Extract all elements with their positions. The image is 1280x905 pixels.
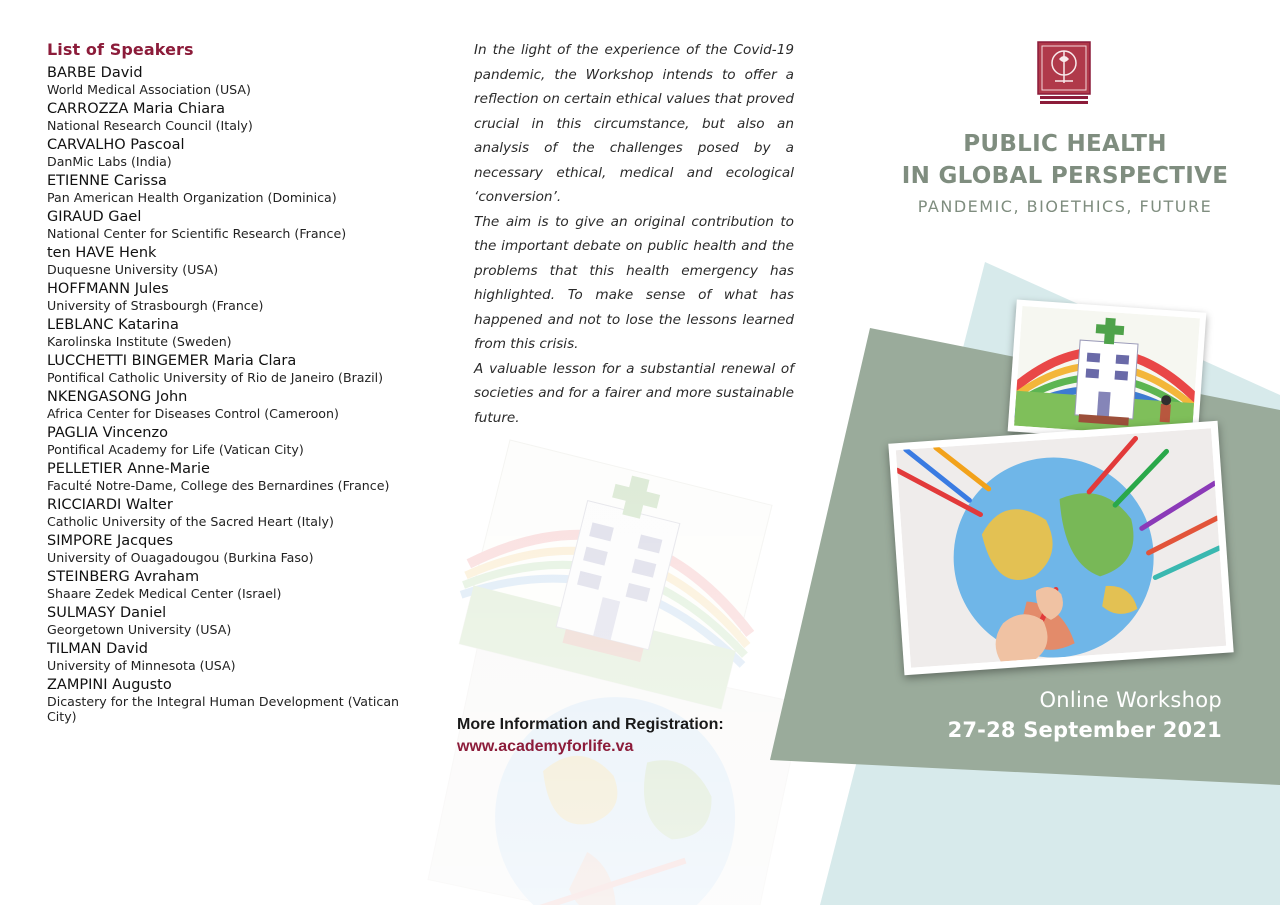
speaker-name: ZAMPINI Augusto <box>47 677 172 693</box>
speaker-affiliation: World Medical Association (USA) <box>47 82 251 97</box>
speaker-name: PELLETIER Anne-Marie <box>47 461 210 477</box>
speaker-affiliation: Catholic University of the Sacred Heart (Italy) <box>47 514 334 529</box>
speaker-affiliation: University of Minnesota (USA) <box>47 658 236 673</box>
speaker-affiliation: Pontifical Catholic University of Rio de Janeiro (Brazil) <box>47 370 384 385</box>
speaker-affiliation: Pan American Health Organization (Dominica) <box>47 190 337 205</box>
speaker-item <box>47 497 427 529</box>
speaker-name: RICCIARDI Walter <box>47 497 173 513</box>
speaker-affiliation: Shaare Zedek Medical Center (Israel) <box>47 586 282 601</box>
speaker-name: GIRAUD Gael <box>47 209 142 225</box>
speaker-name: SULMASY Daniel <box>47 605 167 621</box>
speaker-item <box>47 569 427 601</box>
intro-paragraph: In the light of the experience of the Covid-19 pandemic, the Workshop intends to offer a reflection on certain ethical values that proved crucial in this circumstance, but also an analysis of the challenges posed by a necessary ethical, medical and ecological ‘conversion’. <box>474 42 795 205</box>
speaker-name: LUCCHETTI BINGEMER Maria Clara <box>47 353 297 369</box>
speaker-name: PAGLIA Vincenzo <box>47 425 168 441</box>
speaker-item <box>47 137 427 169</box>
speaker-name: HOFFMANN Jules <box>47 281 169 297</box>
speaker-name: LEBLANC Katarina <box>47 317 179 333</box>
speaker-name: BARBE David <box>47 65 143 81</box>
speakers-heading: List of Speakers <box>47 40 194 59</box>
speaker-item <box>47 425 427 457</box>
intro-text <box>474 38 794 430</box>
speaker-item <box>47 317 427 349</box>
speaker-affiliation: University of Ouagadougou (Burkina Faso) <box>47 550 314 565</box>
cover-title-line1: PUBLIC HEALTH <box>963 131 1167 157</box>
event-type: Online Workshop <box>1039 688 1222 712</box>
cover-subtitle: PANDEMIC, BIOETHICS, FUTURE <box>917 197 1213 216</box>
speaker-name: SIMPORE Jacques <box>47 533 173 549</box>
speaker-list <box>47 65 427 724</box>
cover-title-line2: IN GLOBAL PERSPECTIVE <box>901 163 1229 189</box>
speaker-name: CARROZZA Maria Chiara <box>47 101 225 117</box>
speaker-affiliation: Pontifical Academy for Life (Vatican City) <box>47 442 304 457</box>
speaker-name: NKENGASONG John <box>47 389 188 405</box>
photo-globe-coloring <box>888 421 1233 675</box>
speaker-item <box>47 173 427 205</box>
speaker-item <box>47 65 427 97</box>
speaker-name: STEINBERG Avraham <box>47 569 200 585</box>
speaker-item <box>47 461 427 493</box>
speaker-item <box>47 353 427 385</box>
speaker-item <box>47 641 427 673</box>
event-info <box>900 686 1222 746</box>
speaker-name: ten HAVE Henk <box>47 245 157 261</box>
speaker-name: ETIENNE Carissa <box>47 173 167 189</box>
speaker-name: TILMAN David <box>47 641 148 657</box>
intro-paragraph: A valuable lesson for a substantial renewal of societies and for a fairer and more sustainable future. <box>474 360 794 426</box>
speaker-item <box>47 101 427 133</box>
speaker-affiliation: Africa Center for Diseases Control (Cameroon) <box>47 406 339 421</box>
cover-title-block <box>870 128 1260 218</box>
speaker-affiliation: University of Strasbourgh (France) <box>47 298 264 313</box>
speakers-panel <box>47 40 427 728</box>
speaker-item <box>47 245 427 277</box>
speaker-affiliation: National Research Council (Italy) <box>47 118 253 133</box>
speaker-item <box>47 389 427 421</box>
academy-logo <box>1037 41 1091 105</box>
speaker-affiliation: Georgetown University (USA) <box>47 622 232 637</box>
speaker-affiliation: Dicastery for the Integral Human Development (Vatican City) <box>47 694 400 724</box>
speaker-item <box>47 281 427 313</box>
speaker-affiliation: National Center for Scientific Research (France) <box>47 226 347 241</box>
registration-link[interactable]: www.academyforlife.va <box>457 738 634 755</box>
speaker-item <box>47 605 427 637</box>
speaker-item <box>47 533 427 565</box>
speaker-affiliation: Duquesne University (USA) <box>47 262 219 277</box>
speaker-name: CARVALHO Pascoal <box>47 137 185 153</box>
speaker-affiliation: DanMic Labs (India) <box>47 154 172 169</box>
speaker-affiliation: Faculté Notre-Dame, College des Bernardines (France) <box>47 478 390 493</box>
intro-paragraph: The aim is to give an original contribution to the important debate on public health and the problems that this health emergency has highlighted. To make sense of what has happened and not to lose the lessons learned from this crisis. <box>474 213 794 352</box>
speaker-affiliation: Karolinska Institute (Sweden) <box>47 334 232 349</box>
registration-info <box>457 716 777 756</box>
speaker-item <box>47 209 427 241</box>
speaker-item <box>47 677 427 724</box>
event-date: 27-28 September 2021 <box>947 718 1222 742</box>
registration-heading: More Information and Registration: <box>457 716 724 733</box>
